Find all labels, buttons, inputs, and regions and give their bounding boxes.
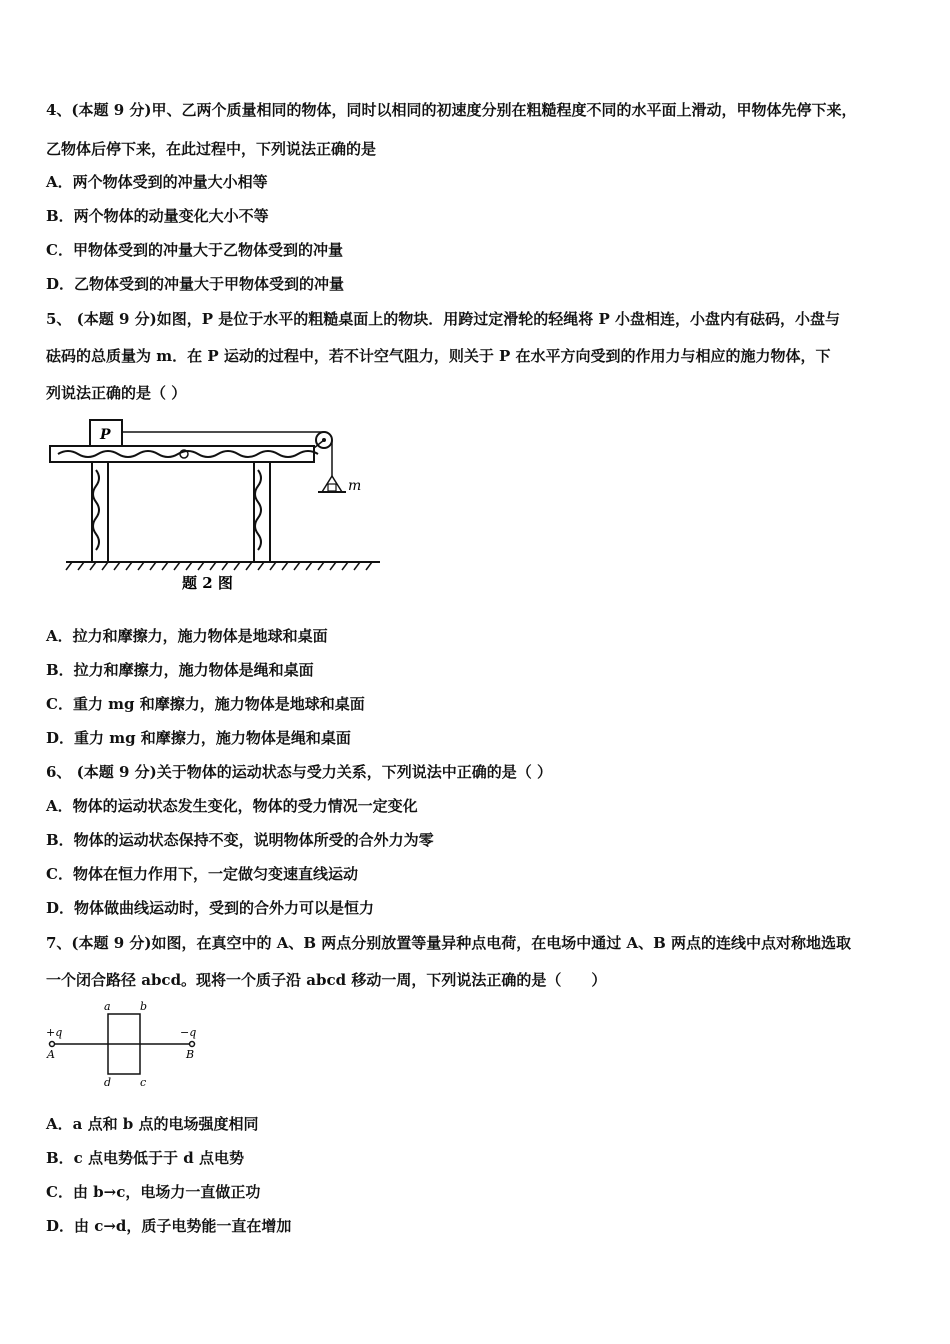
q5-stem-line3: 列说法正确的是（ ） bbox=[46, 384, 187, 402]
table-pulley-figure bbox=[44, 414, 390, 598]
q7-stem-line1: 7、(本题 9 分)如图，在真空中的 A、B 两点分别放置等量异种点电荷，在电场中通过 A、B 两点的连线中点对称地选取 bbox=[46, 934, 852, 952]
q6-option-c: C．物体在恒力作用下，一定做匀变速直线运动 bbox=[46, 865, 358, 883]
q5-option-c: C．重力 mg 和摩擦力，施力物体是地球和桌面 bbox=[46, 695, 365, 713]
tabletop bbox=[50, 446, 314, 462]
q6-stem-line1: 6、 (本题 9 分)关于物体的运动状态与受力关系，下列说法中正确的是（ ） bbox=[46, 763, 552, 781]
label-b: b bbox=[140, 1000, 148, 1013]
q7-option-a: A．a 点和 b 点的电场强度相同 bbox=[46, 1115, 259, 1133]
q4-option-a: A．两个物体受到的冲量大小相等 bbox=[46, 173, 268, 191]
charge-b-point bbox=[190, 1042, 195, 1047]
charge-a-point bbox=[50, 1042, 55, 1047]
q5-option-d: D．重力 mg 和摩擦力，施力物体是绳和桌面 bbox=[46, 729, 351, 747]
q4-option-d: D．乙物体受到的冲量大于甲物体受到的冲量 bbox=[46, 275, 345, 293]
mass-label: m bbox=[348, 478, 362, 494]
q5-option-a: A．拉力和摩擦力，施力物体是地球和桌面 bbox=[46, 627, 328, 645]
table-leg-left bbox=[92, 462, 108, 562]
q6-option-d: D．物体做曲线运动时，受到的合外力可以是恒力 bbox=[46, 899, 375, 917]
q4-stem-line1: 4、(本题 9 分)甲、乙两个质量相同的物体，同时以相同的初速度分别在粗糙程度不同的水平面上滑动，甲物体先停下来， bbox=[46, 101, 857, 119]
label-d: d bbox=[104, 1076, 112, 1089]
q7-option-c: C．由 b→c，电场力一直做正功 bbox=[46, 1183, 261, 1201]
block-p-label: P bbox=[100, 427, 111, 443]
q7-option-d: D．由 c→d，质子电势能一直在增加 bbox=[46, 1217, 292, 1235]
q5-option-b: B．拉力和摩擦力，施力物体是绳和桌面 bbox=[46, 661, 314, 679]
label-a: a bbox=[104, 1000, 111, 1013]
label-B: B bbox=[186, 1048, 195, 1061]
figure-caption: 题 2 图 bbox=[182, 574, 233, 592]
label-c: c bbox=[140, 1076, 147, 1089]
q6-option-b: B．物体的运动状态保持不变，说明物体所受的合外力为零 bbox=[46, 831, 434, 849]
q7-stem-line2: 一个闭合路径 abcd。现将一个质子沿 abcd 移动一周，下列说法正确的是（ ） bbox=[46, 971, 607, 989]
q4-stem-line2: 乙物体后停下来，在此过程中，下列说法正确的是 bbox=[46, 140, 377, 158]
q5-stem-line1: 5、 (本题 9 分)如图，P 是位于水平的粗糙桌面上的物块．用跨过定滑轮的轻绳将 P 小盘相连，小盘内有砝码，小盘与 bbox=[46, 310, 840, 328]
ground-hatching bbox=[66, 562, 372, 570]
label-minus-q: −q bbox=[180, 1026, 197, 1039]
table-leg-right bbox=[254, 462, 270, 562]
q4-option-b: B．两个物体的动量变化大小不等 bbox=[46, 207, 269, 225]
label-A: A bbox=[47, 1048, 55, 1061]
q4-option-c: C．甲物体受到的冲量大于乙物体受到的冲量 bbox=[46, 241, 343, 259]
q5-stem-line2: 砝码的总质量为 m．在 P 运动的过程中，若不计空气阻力，则关于 P 在水平方向受到的作用力与相应的施力物体，下 bbox=[46, 347, 831, 365]
charge-path-figure bbox=[42, 1000, 212, 1092]
q7-option-b: B．c 点电势低于于 d 点电势 bbox=[46, 1149, 244, 1167]
q6-option-a: A．物体的运动状态发生变化，物体的受力情况一定变化 bbox=[46, 797, 418, 815]
label-plus-q: +q bbox=[46, 1026, 63, 1039]
